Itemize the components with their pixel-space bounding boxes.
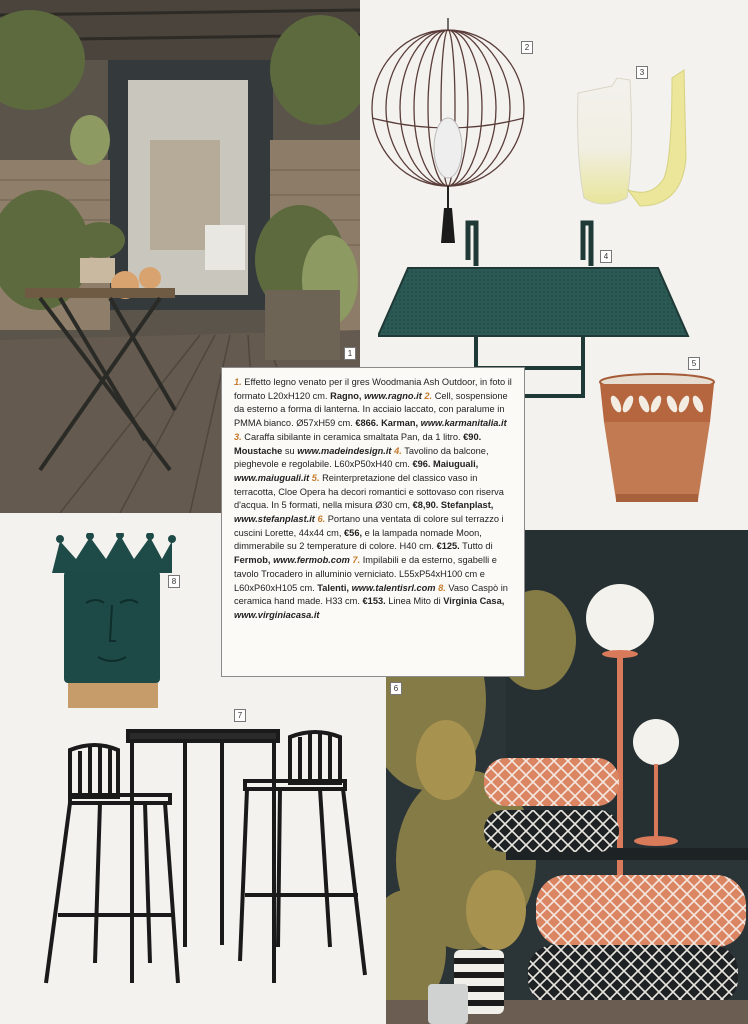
item-number-2: 2	[521, 41, 533, 54]
item-number-4: 4	[600, 250, 612, 263]
caption-entry-2: 2. Cell, sospensione da esterno a forma di lanterna. In acciaio laccato, con paralume in PMMA bianco. Ø57xH59 cm. €866. Karman, www.karmanitalia.it	[234, 390, 508, 429]
item-number-8: 8	[168, 575, 180, 588]
item-number-3: 3	[636, 66, 648, 79]
terracotta-pot-illustration	[598, 372, 716, 507]
cloe-opera-pot	[598, 372, 716, 507]
jug-illustration	[572, 58, 692, 218]
caption-entry-8: 8. Vaso Caspò in ceramica hand made. H33 cm. €153. Linea Mito di Virginia Casa, www.virginiacasa.it	[234, 582, 508, 620]
caption-entry-1: 1. Effetto legno venato per il gres Woodmania Ash Outdoor, in foto il formato L20xH120 cm. Ragno, www.ragno.it	[234, 377, 512, 401]
caspo-vase	[46, 533, 178, 713]
item-number-5: 5	[688, 357, 700, 370]
item-number-1: 1	[344, 347, 356, 360]
item-number-6: 6	[390, 682, 402, 695]
caption-entry-5: 5. Reinterpretazione del classico vaso in terracotta, Cloe Opera ha decori romantici e sottovaso con riserva d'acqua. In 5 formati, nella misura Ø30 cm, €8,90. Stefanplast, www.stefanplast.it	[234, 472, 504, 525]
trocadero-stools-and-table	[40, 725, 375, 995]
caption-box	[221, 367, 525, 677]
pan-ceramic-jug	[572, 58, 692, 218]
stools-table-illustration	[40, 725, 375, 995]
caption-entry-3: 3. Caraffa sibilante in ceramica smaltata Pan, da 1 litro. €90. Moustache su www.madeindesign.it	[234, 431, 482, 456]
item-number-7: 7	[234, 709, 246, 722]
crowned-face-vase-illustration	[46, 533, 178, 713]
caption-entry-6: 6. Portano una ventata di colore sul terrazzo i cuscini Lorette, 44x44 cm, €56, e la lampada nomade Moon, dimmerabile su 2 temperature di colore. H40 cm. €125. Tutto di Fermob, www.fermob.com	[234, 514, 504, 566]
caption-entry-7: 7. Impilabili e da esterno, sgabelli e tavolo Trocadero in alluminio verniciato. L55xP54xH100 cm e L60xP60xH105 cm. Talenti, www.talentisrl.com	[234, 555, 497, 593]
caption-entry-4: 4. Tavolino da balcone, pieghevole e regolabile. L60xP50xH40 cm. €96. Maiuguali, www.maiuguali.it	[234, 445, 489, 483]
